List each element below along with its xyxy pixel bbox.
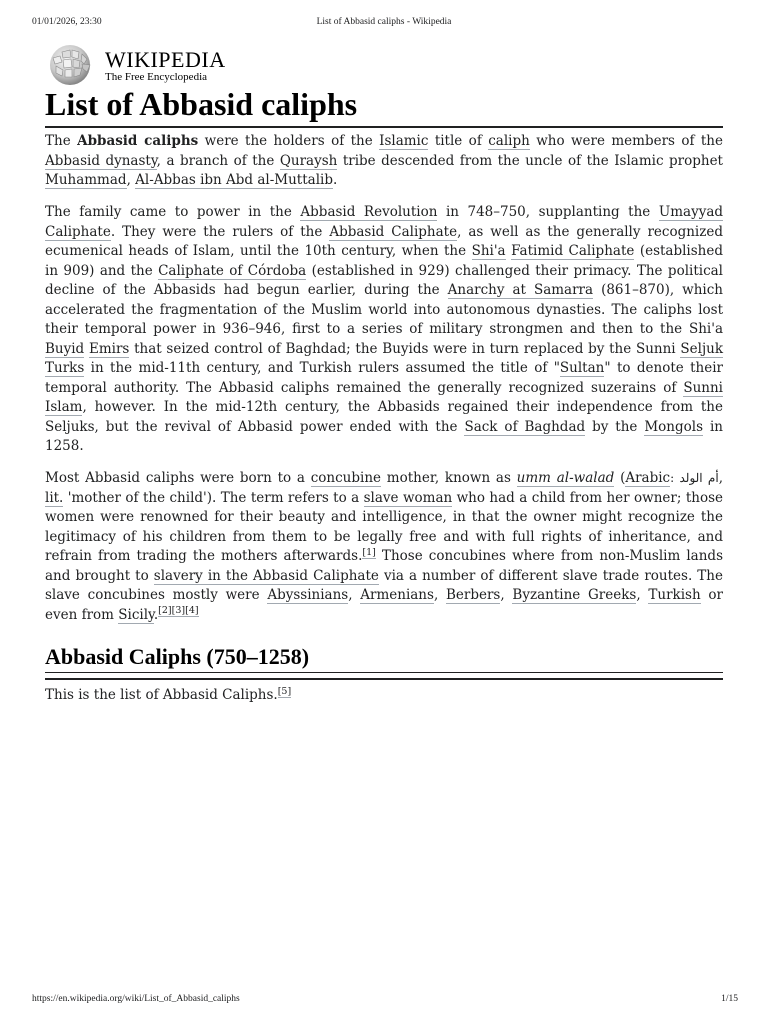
text: , [433,587,446,603]
section-divider-top [45,672,723,673]
link-umm-al-walad[interactable]: umm al-walad [516,470,615,486]
citation-5[interactable]: [5] [277,685,292,697]
history-paragraph [45,203,723,457]
link-buyid[interactable]: Buyid [45,340,85,357]
link-anarchy-at-samarra[interactable]: Anarchy at Samarra [447,282,594,298]
text: Those concubines where from non-Muslim lands and brought to [45,548,723,584]
link-abyssinians[interactable]: Abyssinians [267,587,349,603]
link-sack-of-baghdad[interactable]: Sack of Baghdad [464,418,586,435]
text: who had a child from her owner; those women were renowned for their beauty and intelligence, in that the owner might recognize the legitimacy of his children from them to be legally free and with full rights of inheritance, and refrain from trading the mothers afterwards. [45,489,723,564]
text: , [636,587,649,603]
link-fatimid-caliphate[interactable]: Fatimid Caliphate [511,243,635,259]
text: , [126,172,136,188]
link-sunni-islam[interactable]: Sunni Islam [45,379,723,415]
link-arabic[interactable]: Arabic [625,470,671,486]
link-slave-woman[interactable]: slave woman [363,489,453,506]
bold-term: Abbasid caliphs [77,133,199,149]
wikipedia-wordmark: WIKIPEDIA [105,47,226,72]
link-emirs[interactable]: Emirs [88,340,130,357]
text: , however. In the mid-12th century, the Abbasids regained their independence from the Seljuks, but the revival of Abbasid power ended with the [45,399,723,435]
text: mother, known as [381,470,517,486]
text: or even from [45,587,723,623]
text: This is the list of Abbasid Caliphs. [45,687,278,703]
link-concubine[interactable]: concubine [310,470,382,486]
link-caliph[interactable]: caliph [488,133,530,149]
print-footer-url: https://en.wikipedia.org/wiki/List_of_Abbasid_caliphs [32,994,240,1004]
text: ( [614,470,626,486]
text: , [500,587,513,603]
text: (established in 909) and the [45,243,724,279]
text: 'mother of the child'). The term refers to a [63,489,364,506]
link-armenians[interactable]: Armenians [360,587,434,603]
article-body [45,132,723,638]
arabic-text: : أم الولد [670,471,719,485]
citation-4[interactable]: [4] [185,605,199,616]
link-sultan[interactable]: Sultan [559,360,605,376]
section-heading: Abbasid Caliphs (750–1258) [45,644,310,669]
link-shia[interactable]: Shi'a [471,243,506,259]
link-abbasid-caliphate[interactable]: Abbasid Caliphate [329,223,458,240]
text: , a branch of the [156,152,280,169]
link-abbasid-revolution[interactable]: Abbasid Revolution [300,204,438,220]
text: Most Abbasid caliphs were born to a [45,470,311,486]
text: , [718,470,723,486]
citation-2[interactable]: [2] [158,605,172,616]
page-title: List of Abbasid caliphs [45,86,358,122]
wikipedia-tagline: The Free Encyclopedia [105,71,208,83]
mothers-paragraph [45,469,723,625]
wikipedia-globe-icon [45,44,95,86]
text: " to denote their temporal authority. The Abbasid caliphs remained the generally recognized suzerains of [45,360,723,396]
text: . [153,606,159,623]
text: that seized control of Baghdad; the Buyids were in turn replaced by the Sunni [129,340,681,357]
text: by the [585,418,645,435]
text: via a number of different slave trade routes. The slave concubines mostly were [45,567,723,603]
print-header-title: List of Abbasid caliphs - Wikipedia [316,17,452,27]
link-byzantine-greeks[interactable]: Byzantine Greeks [512,587,637,603]
text: The [45,133,78,149]
link-islamic[interactable]: Islamic [379,133,429,149]
intro-paragraph [45,132,723,191]
link-caliphate-of-cordoba[interactable]: Caliphate of Córdoba [158,262,307,279]
link-al-abbas[interactable]: Al-Abbas ibn Abd al-Muttalib [135,172,333,188]
citation-3[interactable]: [3] [171,605,186,616]
link-muhammad[interactable]: Muhammad [45,172,127,188]
link-literally[interactable]: lit. [45,489,64,506]
section-divider-bottom [45,678,723,680]
text: who were members of the [529,133,723,149]
text: tribe descended from the uncle of the Islamic prophet [337,152,723,169]
text: (established in 929) challenged their primacy. The political decline of the Abbasids had begun earlier, during the [45,262,723,298]
print-header-datetime: 01/01/2026, 23:30 [32,17,102,27]
text: , as well as the generally recognized ecumenical heads of Islam, until the 10th century, when the [45,223,723,259]
text: , [348,587,361,603]
text: title of [428,133,489,149]
title-divider [45,126,723,128]
text: in the mid-11th century, and Turkish rulers assumed the title of " [84,360,560,376]
link-turkish[interactable]: Turkish [648,587,701,603]
link-mongols[interactable]: Mongols [644,418,704,435]
link-sicily[interactable]: Sicily [118,606,154,623]
link-berbers[interactable]: Berbers [445,587,501,603]
text: in 748–750, supplanting the [437,204,659,220]
text: The family came to power in the [45,204,301,220]
section-intro [45,686,723,706]
link-slavery-abbasid[interactable]: slavery in the Abbasid Caliphate [153,567,379,584]
text: in 1258. [45,418,723,454]
text: were the holders of the [198,133,380,149]
link-seljuk-turks[interactable]: Seljuk Turks [45,340,724,376]
text: . They were the rulers of the [110,223,330,240]
text: (861–870), which accelerated the fragmentation of the Muslim world into autonomous dynasties. The caliphs lost their temporal power in 936–946, first to a series of military strongmen and then to the Shi'a [45,282,723,337]
wikipedia-logo[interactable] [45,44,225,88]
text: . [332,172,338,188]
link-quraysh[interactable]: Quraysh [279,152,338,169]
link-abbasid-dynasty[interactable]: Abbasid dynasty [45,152,157,169]
citation-1[interactable]: [1] [362,546,376,558]
print-footer-page-number: 1/15 [721,994,738,1004]
link-umayyad-caliphate[interactable]: Umayyad Caliphate [45,204,724,240]
